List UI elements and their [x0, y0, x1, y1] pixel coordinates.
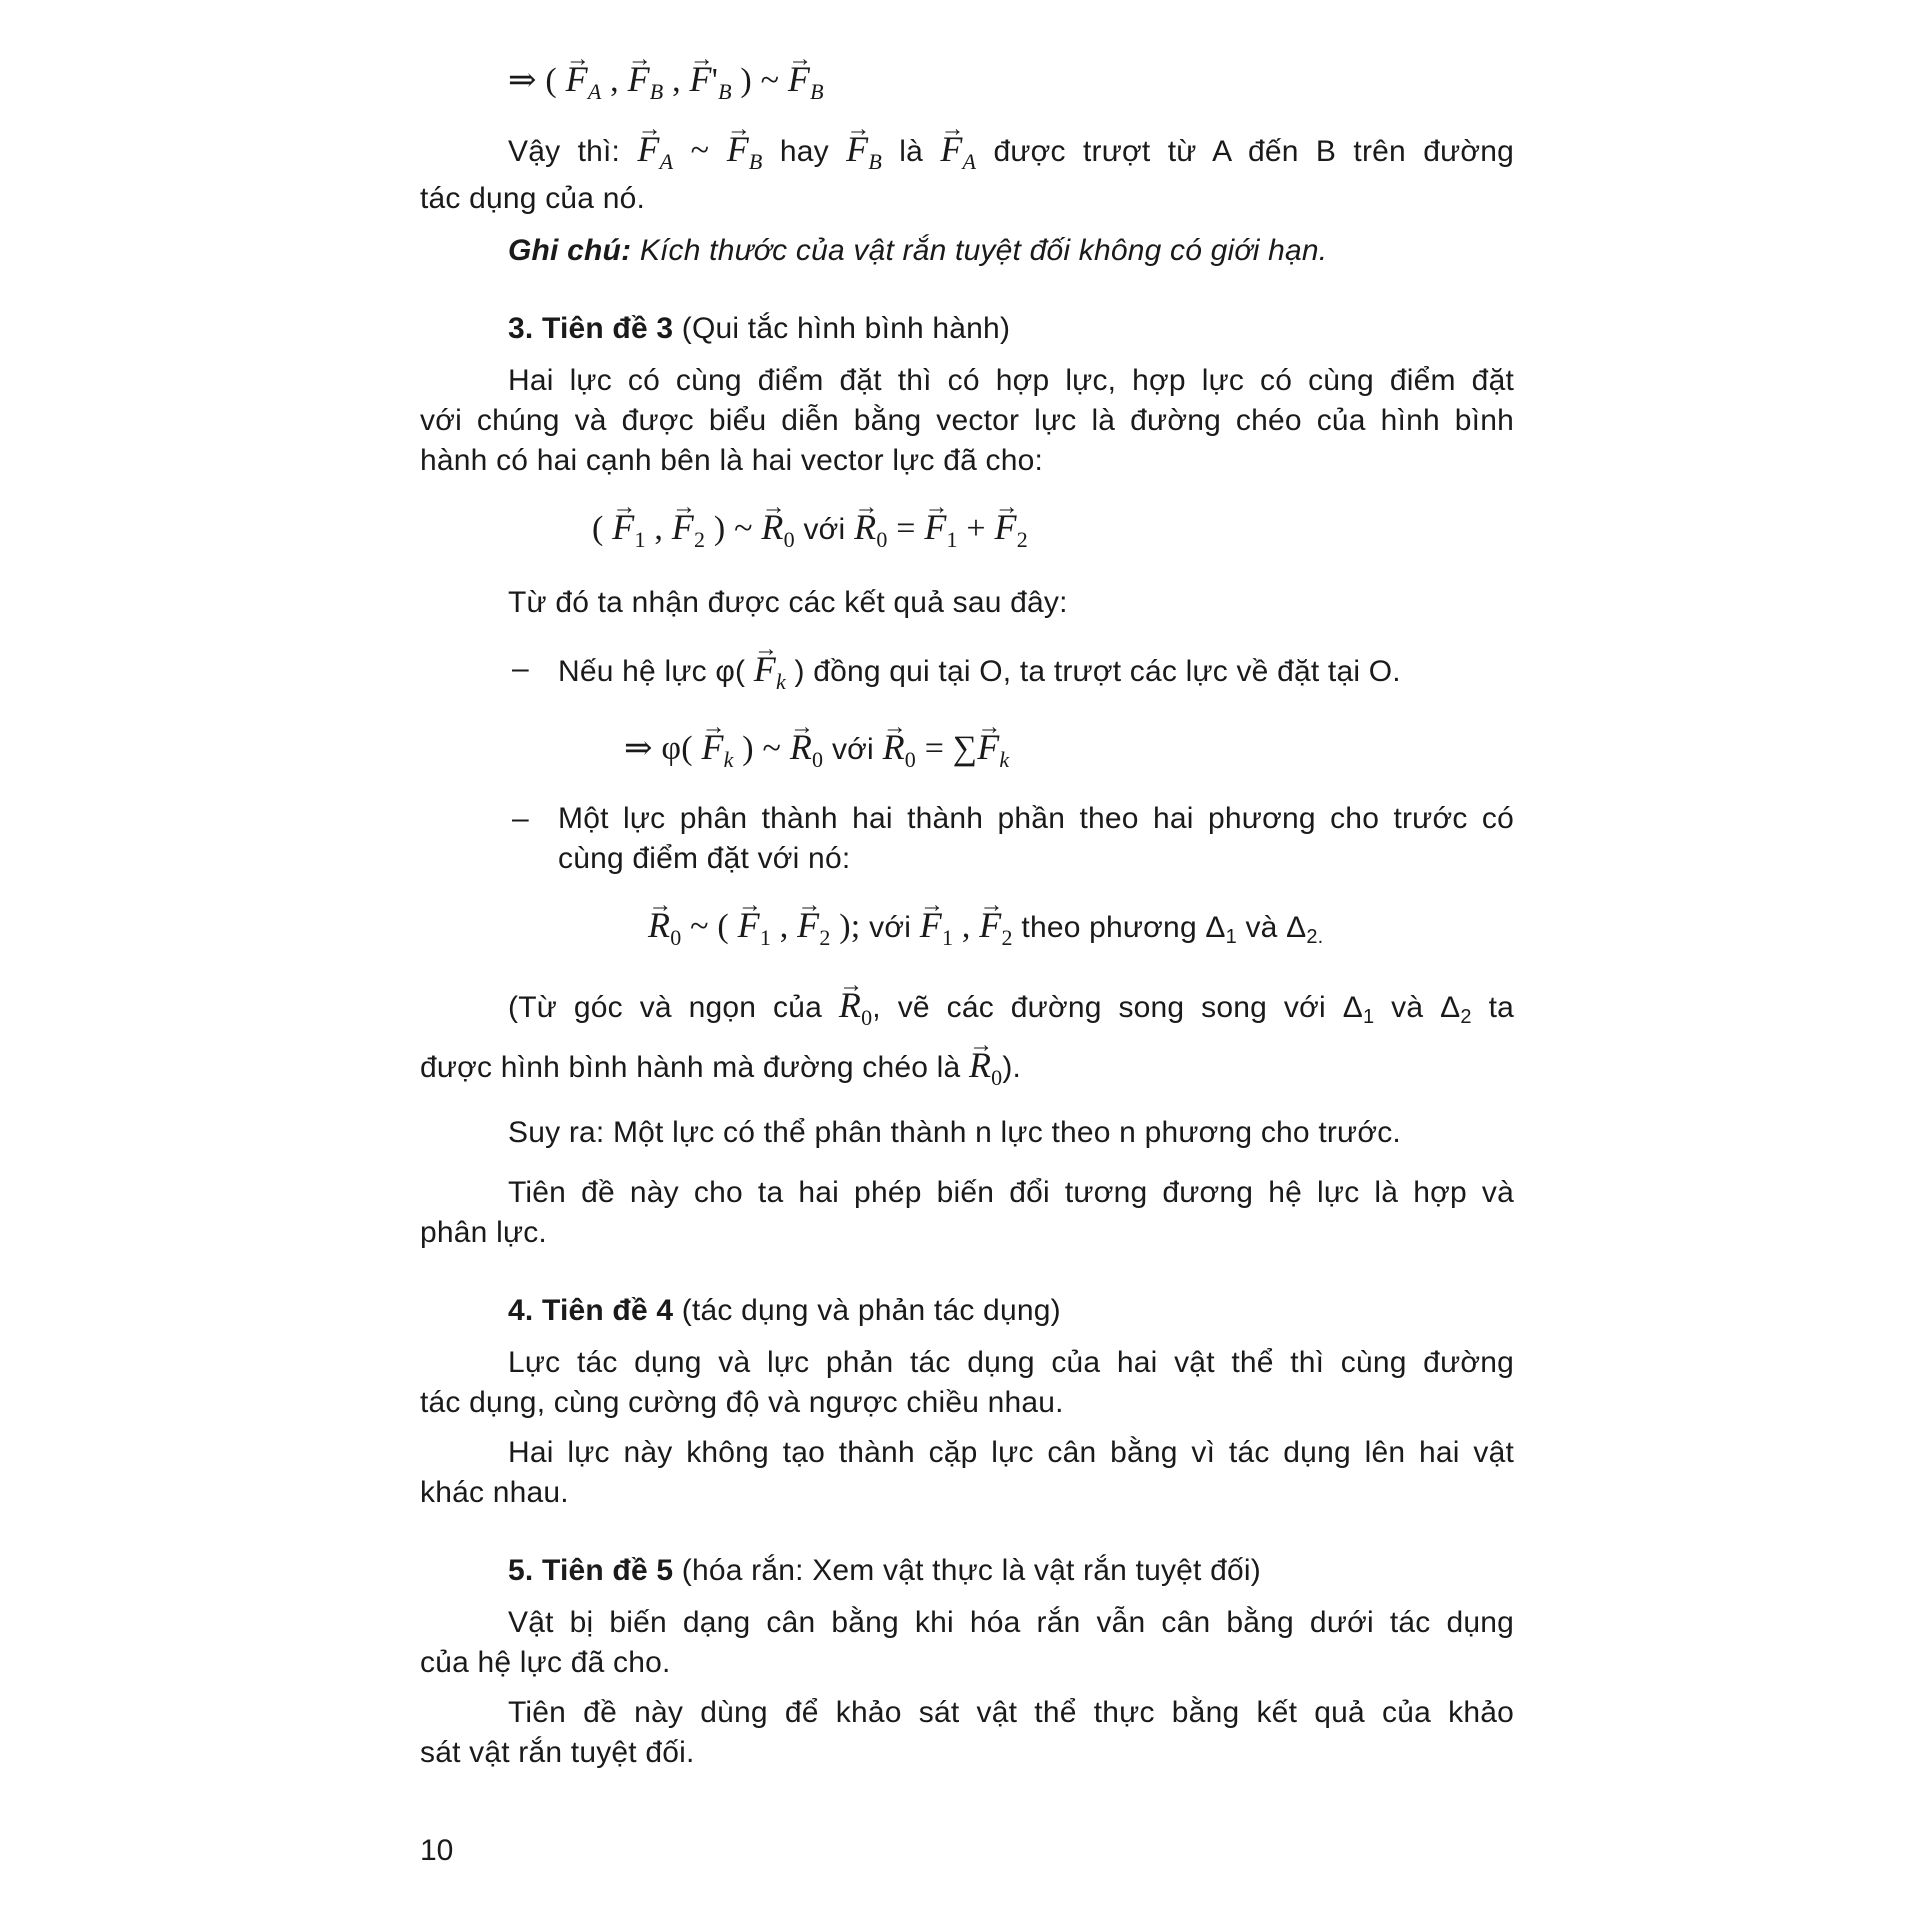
paragraph-line: hành có hai cạnh bên là hai vector lực đã cho: — [420, 444, 1044, 477]
paragraph-line: (Từ góc và ngọn của → $R_0$, vẽ các đường song song với $\Delta_1$ và $\Delta_2$ ta — [508, 986, 1514, 1027]
paragraph-line: Hai lực có cùng điểm đặt thì có hợp lực, hợp lực có cùng điểm đặt — [508, 364, 1514, 397]
section-heading-5: 5. Tiên đề 5 (hóa rắn: Xem vật thực là vật rắn tuyệt đối) — [508, 1554, 1261, 1587]
paragraph-line: Vật bị biến dạng cân bằng khi hóa rắn vẫn cân bằng dưới tác dụng — [508, 1606, 1514, 1639]
paragraph-line: Hai lực này không tạo thành cặp lực cân bằng vì tác dụng lên hai vật — [508, 1436, 1514, 1469]
list-item: cùng điểm đặt với nó: — [558, 842, 851, 875]
paragraph-line: Vậy thì: → $F_A$ ~ → $F_B$ hay → $F_B$ là → $F_A$ được trượt từ A đến B trên đường — [508, 130, 1514, 171]
paragraph-line: tác dụng của nó. — [420, 182, 646, 215]
list-dash: – — [512, 802, 529, 835]
list-item: Một lực phân thành hai thành phần theo hai phương cho trước có — [558, 802, 1514, 835]
equation-resultant-r0: ( → $F_1$ , → $F_2$ ) ~ → $R_0$ với → $R_0$ = → $F_1$ + → $F_2$ — [592, 508, 1028, 549]
page-number: 10 — [420, 1834, 454, 1867]
paragraph-line: phân lực. — [420, 1216, 547, 1249]
equation-decomposition: → $R_0$ ~ ( → $F_1$ , → $F_2$ ); với → $F_1$ , → $F_2$ theo phương $\Delta_1$ và $\Delta_{2.}$ — [648, 906, 1323, 947]
paragraph-line: Lực tác dụng và lực phản tác dụng của hai vật thể thì cùng đường — [508, 1346, 1514, 1379]
paragraph-line: tác dụng, cùng cường độ và ngược chiều nhau. — [420, 1386, 1064, 1419]
paragraph-line: Suy ra: Một lực có thể phân thành n lực theo n phương cho trước. — [508, 1116, 1401, 1149]
note: Ghi chú: Kích thước của vật rắn tuyệt đối không có giới hạn. — [508, 234, 1328, 267]
paragraph-line: được hình bình hành mà đường chéo là → $R_0$). — [420, 1046, 1021, 1087]
paragraph-line: sát vật rắn tuyệt đối. — [420, 1736, 695, 1769]
list-item: Nếu hệ lực $\varphi( \to F_k$ ) đồng qui tại O, ta trượt các lực về đặt tại O. — [558, 650, 1401, 691]
equation-concurrent-system: ⇒ $\varphi( \to F_k$ ) ~ → $R_0$ với → $R_0$ = ∑→ $F_k$ — [624, 728, 1009, 769]
section-heading-3: 3. Tiên đề 3 (Qui tắc hình bình hành) — [508, 312, 1011, 345]
paragraph-line: Từ đó ta nhận được các kết quả sau đây: — [508, 586, 1068, 619]
paragraph-line: Tiên đề này cho ta hai phép biến đổi tương đương hệ lực là hợp và — [508, 1176, 1514, 1209]
equation-equivalence-fa-fb: ⇒ ( → $F_A$ , → $F_B$ , → $F'_B$ ) ~ → $F_B$ — [508, 60, 824, 100]
paragraph-line: Tiên đề này dùng để khảo sát vật thể thực bằng kết quả của khảo — [508, 1696, 1514, 1729]
list-dash: – — [512, 652, 529, 685]
paragraph-line: khác nhau. — [420, 1476, 569, 1509]
paragraph-line: của hệ lực đã cho. — [420, 1646, 671, 1679]
note-label: Ghi chú: — [508, 234, 632, 267]
section-heading-4: 4. Tiên đề 4 (tác dụng và phản tác dụng) — [508, 1294, 1061, 1327]
paragraph-line: với chúng và được biểu diễn bằng vector lực là đường chéo của hình bình — [420, 404, 1514, 437]
